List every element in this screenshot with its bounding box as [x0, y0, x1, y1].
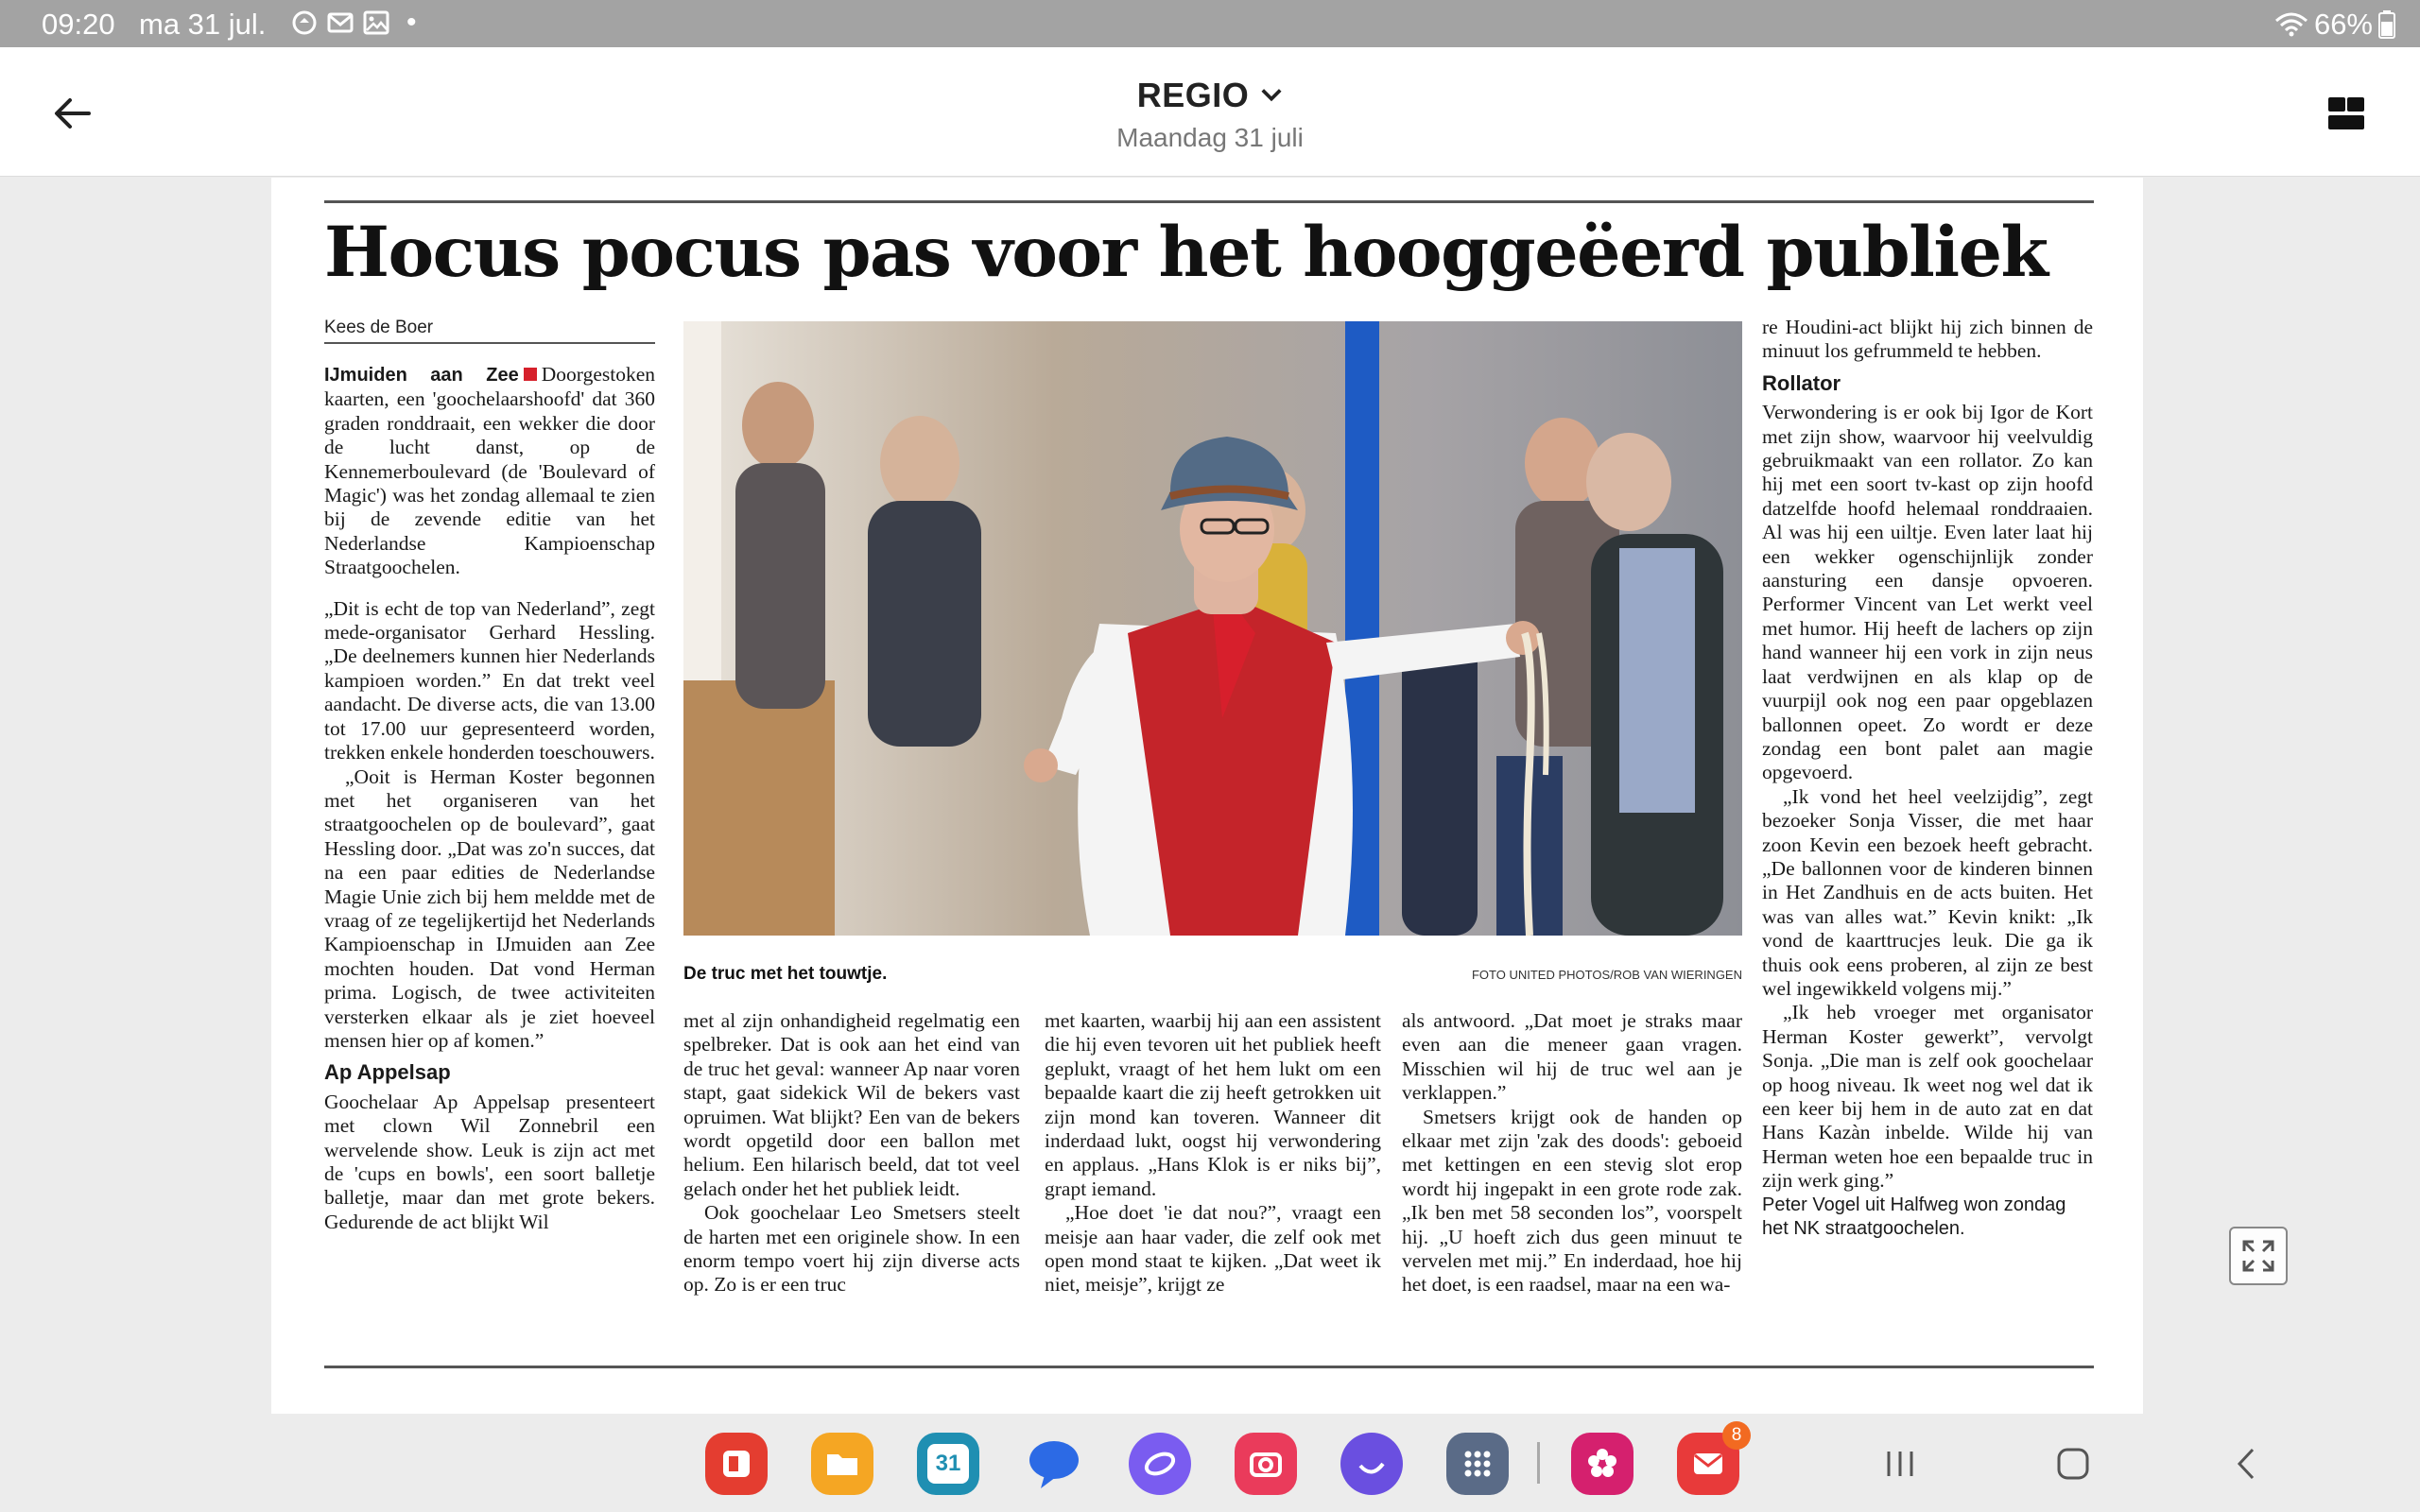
closing-note: Peter Vogel uit Halfweg won zondag het NK straatgoochelen.	[1762, 1194, 2066, 1240]
article-column-2	[683, 1009, 1020, 1297]
lead-paragraph: Doorgestoken kaarten, een 'goochelaarshoofd' dat 360 graden ronddraait, een wekker die door de lucht danst, op de Kennemerboulevard (de 'Boulevard of Magic') was het zondag allemaal te zien bij de zevende editie van het Nederlandse Kampioenschap Straatgoochelen.	[324, 363, 655, 579]
paragraph: als antwoord. „Dat moet je straks maar even aan die meneer gaan vragen. Misschien wil hij de truc wel aan je verklappen.”	[1402, 1009, 1742, 1105]
system-indicators	[2274, 8, 2395, 42]
paragraph: Smetsers krijgt ook de handen op elkaar met zijn 'zak des doods': geboeid met kettingen en een stevig slot erop wordt hij ingepakt in een grote rode zak. „Ik ben met 58 seconden los”, voorspelt hij. „U hoeft zich dus geen minuut te vervelen met mij.” En inderdaad, hoe hij het doet, is een raadsel, maar na een wa-	[1402, 1105, 1742, 1297]
subheading: Rollator	[1762, 370, 1841, 395]
article-headline: Hocus pocus pas voor het hooggeëerd publiek	[324, 212, 2048, 293]
top-rule	[324, 200, 2094, 203]
recent-apps-icon[interactable]	[1876, 1440, 1924, 1487]
section-selector[interactable]	[1137, 76, 1284, 115]
calendar-app-icon[interactable]	[917, 1433, 979, 1495]
article-column-1	[324, 363, 655, 1234]
dock-divider	[1537, 1442, 1540, 1484]
bottom-rule	[324, 1366, 2094, 1368]
paragraph: „Ik vond het heel veelzijdig”, zegt bezoeker Sonja Visser, die met haar zoon Kevin een bezoek heeft gebracht. „De ballonnen voor de kinderen binnen in Het Zandhuis en de acts buiten. Het was van alles wat.” Kevin knikt: „Ik vond de kaarttrucjes leuk. Die ga ik thuis ook eens proberen, al zijn ze best wel ingewikkeld volgens mij.”	[1762, 784, 2093, 1000]
camera-app-icon[interactable]	[1235, 1433, 1297, 1495]
fullscreen-button[interactable]	[2229, 1227, 2288, 1285]
taskbar	[0, 1414, 2420, 1512]
photo-credit: FOTO UNITED PHOTOS/ROB VAN WIERINGEN	[1471, 968, 1742, 982]
dateline: IJmuiden aan Zee	[324, 365, 519, 386]
red-square-icon	[524, 368, 537, 381]
clock: 09:20	[42, 8, 115, 41]
nav-back-icon[interactable]	[2223, 1440, 2271, 1487]
paragraph: „Dit is echt de top van Nederland”, zegt mede-organisator Gerhard Hessling. „De deelnemers kunnen hier Nederlands kampioen worden.” En dat trekt veel aandacht. De diverse acts, die van 13.00 tot 17.00 uur gepresenteerd worden, trekken enkele honderden toeschouwers.	[324, 596, 655, 765]
email-app-icon[interactable]	[1677, 1425, 1742, 1495]
article-column-5	[1762, 316, 2093, 1241]
messages-app-icon[interactable]	[1023, 1433, 1085, 1495]
paragraph: met al zijn onhandigheid regelmatig een spelbreker. Dat is ook aan het eind van de truc het geval: wanneer Ap naar voren stapt, gaat sidekick Wil de bekers vast opruimen. Wat blijkt? Een van de bekers wordt opgetild door een ballon met helium. Een hilarisch beeld, dat tot veel gelach onder het het publiek leidt.	[683, 1009, 1020, 1200]
section-header	[0, 76, 2420, 153]
status-date: ma 31 jul.	[139, 8, 267, 41]
paragraph: re Houdini-act blijkt hij zich binnen de minuut los gefrummeld te hebben.	[1762, 316, 2093, 363]
status-bar	[0, 0, 2420, 47]
edition-date: Maandag 31 juli	[1116, 123, 1304, 152]
magician-photo-illustration	[683, 321, 1742, 936]
article-column-4	[1402, 1009, 1742, 1297]
wifi-icon	[2274, 11, 2308, 38]
files-app-icon[interactable]	[811, 1433, 873, 1495]
page-layout-icon[interactable]	[2327, 96, 2365, 130]
paragraph: „Ik heb vroeger met organisator Herman Koster gewerkt”, vervolgt Sonja. „Die man is zelf ook goochelaar op hoog niveau. Ik weet nog wel dat ik een keer bij hem in de auto zat en dat Hans Kazàn inbelde. Wilde hij van Herman weten hoe een bepaalde truc in zijn werk ging.”	[1762, 1001, 2093, 1193]
mail-icon	[327, 9, 354, 36]
paragraph: Verwondering is er ook bij Igor de Kort met zijn show, waarvoor hij veelvuldig gebruikmaakt van een rollator. Zo kan hij met een soort tv-kast op zijn hoofd datzelfde hoofd helemaal ronddraaien. Al was hij een uiltje. Even later laat hij een wekker ogenschijnlijk zonder aansturing een dansje opvoeren. Performer Vincent van Let werkt veel met humor. Hij heeft de lachers op zijn hand wanneer hij een vork in zijn neus laat verdwijnen en als klap op de vuurpijl ook nog een paar opgeblazen ballonnen opeet. Zo wordt er deze zondag een bont palet aan magie opgevoerd.	[1762, 401, 2093, 784]
paragraph: met kaarten, waarbij hij aan een assistent die hij even tevoren uit het publiek heeft geplukt, vraagt of het hem lukt om een bepaalde kaart die zij heeft getrokken uit zijn mond kan toveren. Wanneer dit inderdaad lukt, oogst hij verwondering en applaus. „Hans Klok is er niks bij”, grapt iemand.	[1045, 1009, 1381, 1200]
paragraph: „Ooit is Herman Koster begonnen met het organiseren van het straatgoochelen op de boulevard”, gaat Hessling door. „Dat was zo'n succes, dat na een paar edities de Nederlandse Magie Unie zich bij hem meldde met de vraag of ze tegelijkertijd het Nederlands Kampioenschap in IJmuiden aan Zee mochten houden. Dat vond Herman prima. Logisch, de twee activiteiten versterken elkaar als je ziet hoeveel mensen hier op af komen.”	[324, 765, 655, 1052]
unread-badge: 8	[1722, 1421, 1751, 1450]
newspaper-page	[271, 178, 2143, 1414]
article-byline: Kees de Boer	[324, 318, 655, 344]
browser-app-icon[interactable]	[1340, 1433, 1403, 1495]
calendar-day: 31	[927, 1444, 969, 1484]
paragraph: „Hoe doet 'ie dat nou?”, vraagt een meisje aan haar vader, die zelf ook met open mond staat te kijken. „Dat weet ik niet, meisje”, krijgt ze	[1045, 1201, 1381, 1297]
app-bar	[0, 47, 2420, 177]
chevron-down-icon	[1260, 87, 1283, 104]
home-icon[interactable]	[2049, 1440, 2097, 1487]
section-title: REGIO	[1136, 76, 1250, 114]
sync-icon	[291, 9, 318, 36]
article-column-3	[1045, 1009, 1381, 1297]
photo-caption: De truc met het touwtje.	[683, 964, 888, 984]
apps-grid-icon[interactable]	[1446, 1433, 1509, 1495]
article-photo[interactable]	[683, 321, 1742, 936]
notes-app-icon[interactable]	[705, 1433, 768, 1495]
expand-icon	[2231, 1228, 2286, 1283]
gallery-icon	[363, 9, 389, 36]
battery-percent: 66%	[2313, 8, 2373, 41]
internet-app-icon[interactable]	[1129, 1433, 1191, 1495]
battery-icon	[2378, 10, 2395, 39]
paragraph: Ook goochelaar Leo Smetsers steelt de harten met een originele show. In een enorm tempo voert hij zijn diverse acts op. Zo is er een truc	[683, 1201, 1020, 1297]
paragraph: Goochelaar Ap Appelsap presenteert met clown Wil Zonnebril een wervelende show. Leuk is zijn act met de 'cups en bowls', een soort balletje balletje, maar dan met grote bekers. Gedurende de act blijkt Wil	[324, 1090, 655, 1233]
subheading: Ap Appelsap	[324, 1060, 451, 1085]
more-notifications-dot: •	[406, 7, 417, 38]
notification-icons	[291, 9, 417, 37]
gallery-app-icon[interactable]	[1571, 1433, 1634, 1495]
